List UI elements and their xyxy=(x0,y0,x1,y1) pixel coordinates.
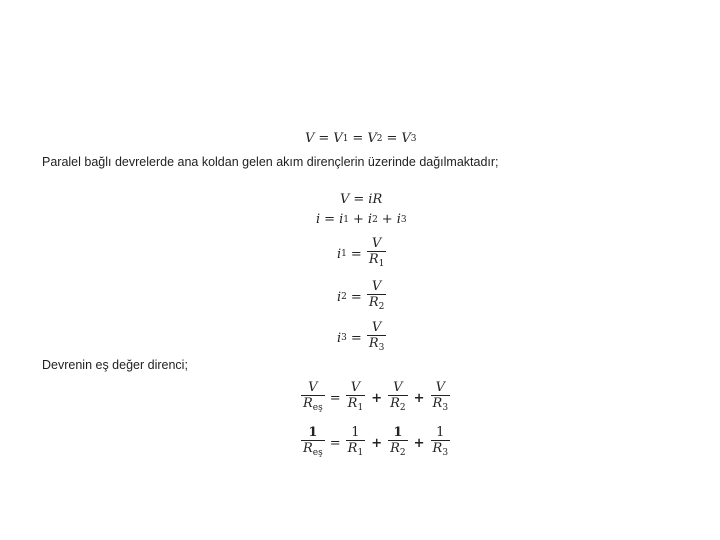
operator: = xyxy=(353,192,365,207)
operator: = xyxy=(350,246,362,262)
operator: = xyxy=(386,131,398,146)
numerator: V xyxy=(308,380,318,395)
operator: + xyxy=(352,212,364,227)
equation-current-sum xyxy=(316,212,407,227)
fraction xyxy=(388,380,408,416)
denominator xyxy=(346,441,366,461)
plus-operator: + xyxy=(413,390,425,406)
symbol: R xyxy=(347,396,358,411)
subscript: 2 xyxy=(376,133,383,144)
symbol: V xyxy=(333,131,343,146)
operator: = xyxy=(318,131,330,146)
numerator: V xyxy=(371,320,382,335)
plus-operator: + xyxy=(413,435,425,451)
subscript: 1 xyxy=(343,214,349,225)
symbol: R xyxy=(368,252,379,267)
subscript: 3 xyxy=(442,448,449,458)
denominator xyxy=(431,441,451,461)
operator: = xyxy=(329,435,341,451)
subscript: 3 xyxy=(341,333,347,343)
symbol: R xyxy=(390,441,400,456)
plus-operator: + xyxy=(371,435,383,451)
symbol: V xyxy=(305,131,315,146)
fraction xyxy=(367,320,387,356)
symbol: i xyxy=(337,246,342,262)
subscript: eş xyxy=(312,448,323,458)
numerator: 1 xyxy=(351,425,360,440)
operator: = xyxy=(350,289,362,305)
symbol: R xyxy=(347,441,358,456)
symbol: R xyxy=(432,441,443,456)
subscript: eş xyxy=(312,403,323,413)
operator: = xyxy=(350,330,362,346)
symbol: V xyxy=(340,192,350,207)
symbol: R xyxy=(303,441,313,456)
numerator: 1 xyxy=(308,425,318,440)
equation-i2 xyxy=(337,279,387,315)
subscript: 2 xyxy=(341,292,347,302)
fraction xyxy=(346,425,366,461)
numerator: V xyxy=(371,279,382,294)
symbol: i xyxy=(337,289,342,305)
subscript: 3 xyxy=(378,343,385,353)
symbol: V xyxy=(401,131,411,146)
denominator xyxy=(388,441,408,461)
numerator: V xyxy=(350,380,361,395)
operator: + xyxy=(381,212,393,227)
symbol: i xyxy=(337,330,342,346)
plus-operator: + xyxy=(371,390,383,406)
fraction xyxy=(431,425,451,461)
symbol: R xyxy=(368,336,379,351)
numerator: V xyxy=(435,380,445,395)
denominator xyxy=(367,295,387,315)
equation-ohm xyxy=(340,192,382,207)
symbol: R xyxy=(303,396,313,411)
subscript: 1 xyxy=(342,133,349,144)
fraction xyxy=(346,380,366,416)
symbol: R xyxy=(390,396,400,411)
fraction xyxy=(367,236,387,272)
equation-req-voltage xyxy=(300,380,451,416)
symbol: V xyxy=(367,131,377,146)
denominator xyxy=(346,396,366,416)
numerator: 1 xyxy=(436,425,445,440)
denominator xyxy=(301,396,325,416)
operator: = xyxy=(324,212,336,227)
equivalent-text: Devrenin eş değer direnci; xyxy=(42,358,188,372)
fraction xyxy=(301,380,325,416)
symbol: i xyxy=(316,212,321,227)
numerator: 1 xyxy=(393,425,403,440)
numerator: V xyxy=(371,236,382,251)
operator: = xyxy=(329,390,341,406)
fraction xyxy=(431,380,451,416)
symbol: i xyxy=(339,212,344,227)
intro-text: Paralel bağlı devrelerde ana koldan gelen akım dirençlerin üzerinde dağılmaktadır; xyxy=(42,155,499,169)
fraction xyxy=(301,425,325,461)
subscript: 3 xyxy=(400,214,407,225)
subscript: 1 xyxy=(341,249,347,259)
denominator xyxy=(367,252,387,272)
subscript: 1 xyxy=(357,403,364,413)
fraction xyxy=(367,279,387,315)
denominator xyxy=(431,396,451,416)
subscript: 2 xyxy=(399,403,406,413)
denominator xyxy=(388,396,408,416)
denominator xyxy=(301,441,325,461)
symbol: R xyxy=(368,295,379,310)
fraction xyxy=(388,425,408,461)
subscript: 2 xyxy=(378,302,385,312)
symbol: i xyxy=(367,212,373,227)
equation-i1 xyxy=(337,236,387,272)
symbol: i xyxy=(396,212,401,227)
subscript: 2 xyxy=(399,448,406,458)
equation-voltage-equal xyxy=(305,131,416,146)
subscript: 2 xyxy=(372,214,378,225)
denominator xyxy=(367,336,387,356)
subscript: 3 xyxy=(410,133,417,144)
symbol: iR xyxy=(368,192,383,207)
symbol: R xyxy=(432,396,443,411)
subscript: 3 xyxy=(442,403,449,413)
numerator: V xyxy=(393,380,403,395)
subscript: 1 xyxy=(378,259,385,269)
equation-req-reciprocal xyxy=(300,425,451,461)
subscript: 1 xyxy=(357,448,364,458)
equation-i3 xyxy=(337,320,387,356)
operator: = xyxy=(352,131,364,146)
